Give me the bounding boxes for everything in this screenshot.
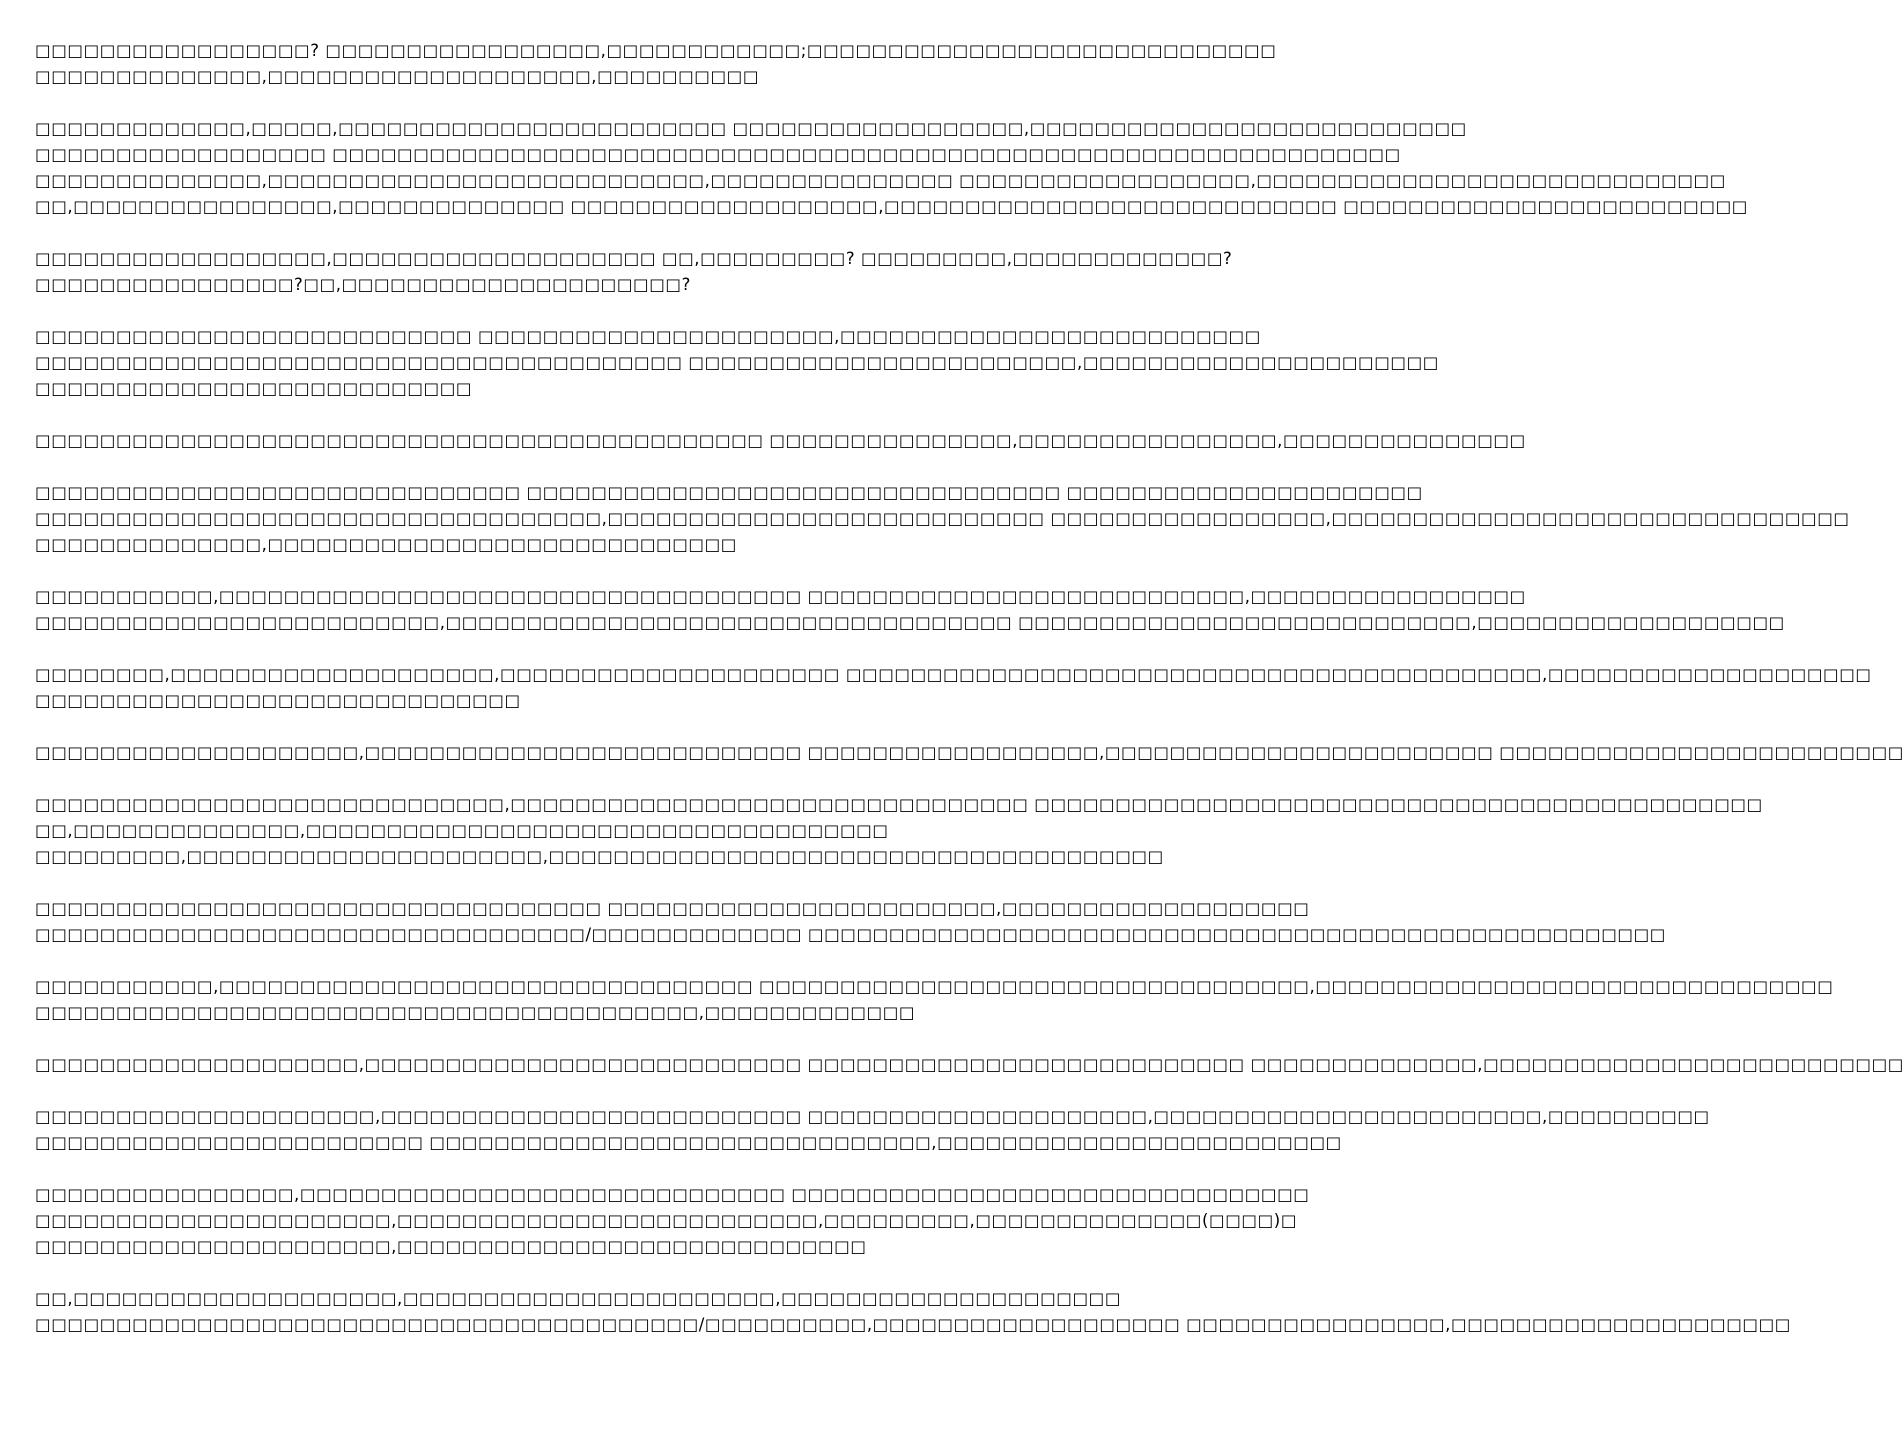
- paragraph: [35, 1286, 1791, 1338]
- text-line: □□□□□□□□□□□□□□□□□□□□□□□□□□□: [35, 379, 473, 398]
- text-line: □□□□□□□□□□□□□□□□□□□□□,□□□□□□□□□□□□□□□□□□□□□□□□□□ □□□□□□□□□□□□□□□□□□□□□,□□□□□□□□□□□□□□□□□□□□□□□□,□□□□□□□□□□: [35, 1107, 1710, 1126]
- paragraph: [35, 740, 1904, 766]
- text-line: □□□□□□□□□□□,□□□□□□□□□□□□□□□□□□□□□□□□□□□□□□□□□ □□□□□□□□□□□□□□□□□□□□□□□□□□□□□□□□□□,□□□□□□□□□□□□□□□□□□□□□□□□□□□□□□□□: [35, 977, 1834, 996]
- text-line: □□□□□□□□□□□□□□□□□□□□,□□□□□□□□□□□□□□□□□□□□□□□□□□□ □□□□□□□□□□□□□□□□□□,□□□□□□□□□□□□□□□□□□□□□□□□ □□□□□□□□□□□□□□□□□□□□□□□□□: [35, 743, 1904, 762]
- text-line: □□□□□□□□□□□□□□□□□□□□□□,□□□□□□□□□□□□□□□□□□□□□□□□□□□□□: [35, 1237, 867, 1256]
- text-line: □□□□□□□□□□□□□□□□?□□,□□□□□□□□□□□□□□□□□□□□□?: [35, 275, 691, 294]
- text-line: □□□□□□□□□□□□□□,□□□□□□□□□□□□□□□□□□□□,□□□□□□□□□□: [35, 67, 760, 86]
- text-line: □□□□□□□□□□□□□□,□□□□□□□□□□□□□□□□□□□□□□□□□□□□□: [35, 535, 737, 554]
- text-line: □□□□□□□□□□□□□□□□□□□□□□,□□□□□□□□□□□□□□□□□□□□□□□□□□,□□□□□□□□□,□□□□□□□□□□□□□□(□□□□)□: [35, 1211, 1298, 1230]
- text-line: □□□□□□□□□□□□□□□□□□,□□□□□□□□□□□□□□□□□□□□ □□,□□□□□□□□□? □□□□□□□□□,□□□□□□□□□□□□□?: [35, 249, 1233, 268]
- paragraph: [35, 584, 1785, 636]
- text-line: □□□□□□□□□□□□□□□□□? □□□□□□□□□□□□□□□□□,□□□□□□□□□□□□;□□□□□□□□□□□□□□□□□□□□□□□□□□□□□: [35, 41, 1277, 60]
- paragraph: [35, 428, 1526, 454]
- text-line: □□□□□□□□□□□,□□□□□□□□□□□□□□□□□□□□□□□□□□□□□□□□□□□□ □□□□□□□□□□□□□□□□□□□□□□□□□□□,□□□□□□□□□□□□□□□□□: [35, 587, 1526, 606]
- text-line: □□□□□□□□□□□□□□□□□□□□□□□□□□□□□□□□□□/□□□□□□□□□□□□□ □□□□□□□□□□□□□□□□□□□□□□□□□□□□□□□□□□□□□□□□□□□□□□□□□□□□□: [35, 925, 1666, 944]
- text-line: □□□□□□□□□□□□□□□□□□□□□□□□□□□□□,□□□□□□□□□□□□□□□□□□□□□□□□□□□□□□□□ □□□□□□□□□□□□□□□□□□□□□□□□□□□□□□□□□□□□□□□□□□□□□: [35, 795, 1763, 814]
- text-line: □□□□□□□□□□□□□□□□□□ □□□□□□□□□□□□□□□□□□□□□□□□□□□□□□□□□□□□□□□□□□□□□□□□□□□□□□□□□□□□□□□□□□: [35, 145, 1401, 164]
- text-line: □□□□□□□□□□□□□□□□□□□□□□□□□□□□□□□□□□□,□□□□□□□□□□□□□□□□□□□□□□□□□□□ □□□□□□□□□□□□□□□□□,□□□□□□□□□□□□□□□□□□□□□□□□□□□□□□□□: [35, 509, 1850, 528]
- text-line: □□□□□□□□□□□□□□□□□□□□□□□□□□□□□□□□□□□ □□□□□□□□□□□□□□□□□□□□□□□□,□□□□□□□□□□□□□□□□□□□: [35, 899, 1310, 918]
- text-line: □□□□□□□□□□□□□□□□□□□□,□□□□□□□□□□□□□□□□□□□□□□□□□□□ □□□□□□□□□□□□□□□□□□□□□□□□□□□ □□□□□□□□□□□□□□,□□□□□□□□□□□□□□□□□□□□□□□□□□: [35, 1055, 1904, 1074]
- paragraph: [35, 38, 1277, 90]
- paragraph: [35, 974, 1834, 1026]
- text-line: □□□□□□□□□□□□□,□□□□□,□□□□□□□□□□□□□□□□□□□□□□□□ □□□□□□□□□□□□□□□□□□,□□□□□□□□□□□□□□□□□□□□□□□□□□□: [35, 119, 1467, 138]
- paragraph: [35, 480, 1850, 558]
- text-line: □□□□□□□□□□□□□□□□□□□□□□□□□□□ □□□□□□□□□□□□□□□□□□□□□□,□□□□□□□□□□□□□□□□□□□□□□□□□□: [35, 327, 1261, 346]
- paragraph: [35, 1182, 1310, 1260]
- text-line: □□,□□□□□□□□□□□□□□,□□□□□□□□□□□□□□□□□□□□□□□□□□□□□□□□□□□□: [35, 821, 889, 840]
- text-line: □□□□□□□□□□□□□□□□□□□□□□□□□□□□□□□□□□□□□□□□ □□□□□□□□□□□□□□□□□□□□□□□□,□□□□□□□□□□□□□□□□□□□□□□: [35, 353, 1439, 372]
- paragraph: [35, 792, 1763, 870]
- document-body: [35, 38, 1904, 1364]
- paragraph: [35, 1104, 1710, 1156]
- text-line: □□,□□□□□□□□□□□□□□□□,□□□□□□□□□□□□□□ □□□□□□□□□□□□□□□□□□□,□□□□□□□□□□□□□□□□□□□□□□□□□□□□ □□□□□□□□□□□□□□□□□□□□□□□□□: [35, 197, 1748, 216]
- paragraph: [35, 324, 1439, 402]
- text-line: □□□□□□□□,□□□□□□□□□□□□□□□□□□□□,□□□□□□□□□□□□□□□□□□□□□ □□□□□□□□□□□□□□□□□□□□□□□□□□□□□□□□□□□□□□□□□□□,□□□□□□□□□□□□□□□□□□□□: [35, 665, 1872, 684]
- text-line: □□□□□□□□□□□□□□□□□□□□□□□□□,□□□□□□□□□□□□□□□□□□□□□□□□□□□□□□□□□□□ □□□□□□□□□□□□□□□□□□□□□□□□□□□□,□□□□□□□□□□□□□□□□□□□: [35, 613, 1785, 632]
- text-line: □□□□□□□□□□□□□□□□□□□□□□□□ □□□□□□□□□□□□□□□□□□□□□□□□□□□□□□□,□□□□□□□□□□□□□□□□□□□□□□□□□: [35, 1133, 1342, 1152]
- text-line: □□□□□□□□□□□□□□□□□□□□□□□□□□□□□□□□□□□□□□□□□/□□□□□□□□□□,□□□□□□□□□□□□□□□□□□□ □□□□□□□□□□□□□□□□,□□□□□□□□□□□□□□□□□□□□□: [35, 1315, 1791, 1334]
- paragraph: [35, 896, 1666, 948]
- text-line: □□□□□□□□□□□□□□□□□□□□□□□□□□□□□□: [35, 691, 521, 710]
- text-line: □□,□□□□□□□□□□□□□□□□□□□□,□□□□□□□□□□□□□□□□□□□□□□□,□□□□□□□□□□□□□□□□□□□□□: [35, 1289, 1122, 1308]
- text-line: □□□□□□□□□,□□□□□□□□□□□□□□□□□□□□□□,□□□□□□□□□□□□□□□□□□□□□□□□□□□□□□□□□□□□□□: [35, 847, 1164, 866]
- text-line: □□□□□□□□□□□□□□□□□□□□□□□□□□□□□□□□□□□□□□□□□,□□□□□□□□□□□□□: [35, 1003, 916, 1022]
- text-line: □□□□□□□□□□□□□□□□,□□□□□□□□□□□□□□□□□□□□□□□□□□□□□□ □□□□□□□□□□□□□□□□□□□□□□□□□□□□□□□□: [35, 1185, 1310, 1204]
- text-line: □□□□□□□□□□□□□□□□□□□□□□□□□□□□□□□□□□□□□□□□□□□□□ □□□□□□□□□□□□□□□,□□□□□□□□□□□□□□□□,□□□□□□□□□□□□□□□: [35, 431, 1526, 450]
- text-line: □□□□□□□□□□□□□□□□□□□□□□□□□□□□□□ □□□□□□□□□□□□□□□□□□□□□□□□□□□□□□□□□ □□□□□□□□□□□□□□□□□□□□□□: [35, 483, 1423, 502]
- paragraph: [35, 662, 1872, 714]
- paragraph: [35, 116, 1748, 220]
- paragraph: [35, 1052, 1904, 1078]
- paragraph: [35, 246, 1233, 298]
- text-line: □□□□□□□□□□□□□□,□□□□□□□□□□□□□□□□□□□□□□□□□□□,□□□□□□□□□□□□□□□ □□□□□□□□□□□□□□□□□□,□□□□□□□□□□□□□□□□□□□□□□□□□□□□□: [35, 171, 1726, 190]
